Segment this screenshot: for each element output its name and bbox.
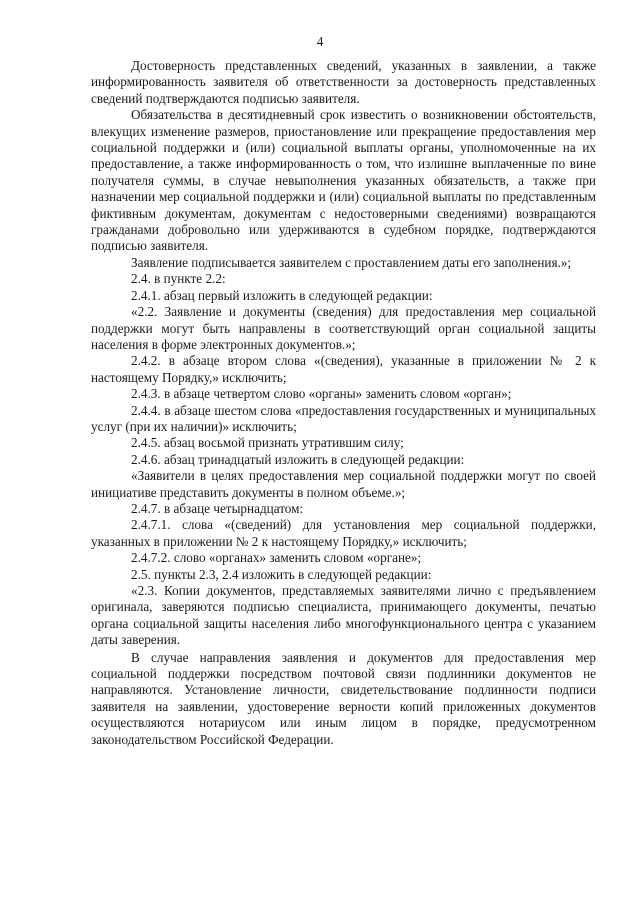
paragraph: 2.5. пункты 2.3, 2.4 изложить в следующей редакции: bbox=[131, 566, 432, 582]
paragraph: 2.4.7.1. слова «(сведений) для установления мер социальной поддержки, указанных в приложении № 2 к настоящему Порядку,» исключить; bbox=[91, 517, 596, 549]
document-body bbox=[91, 58, 596, 748]
paragraph: 2.4.4. в абзаце шестом слова «предоставления государственных и муниципальных услуг (при их наличии)» исключить; bbox=[91, 402, 596, 434]
paragraph: 2.4.7. в абзаце четырнадцатом: bbox=[131, 500, 304, 516]
paragraph: 2.4. в пункте 2.2: bbox=[131, 271, 226, 287]
paragraph: «2.2. Заявление и документы (сведения) для предоставления мер социальной поддержки могут быть направлены в соответствующий орган социальной защиты населения в форме электронных документов.»; bbox=[91, 304, 596, 352]
paragraph: В случае направления заявления и документов для предоставления мер социальной поддержки посредством почтовой связи подлинники документов не направляются. Установление личности, свидетельствование подлинности подписи заявителя на заявлении, удостоверение верности копий приложенных документов осуществляются нотариусом или иным лицом в порядке, предусмотренном законодательством Российской Федерации. bbox=[91, 649, 596, 747]
paragraph: «Заявители в целях предоставления мер социальной поддержки могут по своей инициативе представить документы в полном объеме.»; bbox=[91, 468, 596, 500]
paragraph: Обязательства в десятидневный срок известить о возникновении обстоятельств, влекущих изменение размеров, приостановление или прекращение предоставления мер социальной поддержки и (или) социальной выплаты органы, уполномоченные на их предоставление, а также информированность о том, что излишне выплаченные по вине получателя суммы, в случае невыполнения указанных обязательств, а также при назначении мер социальной поддержки и (или) социальной выплаты по представленным фиктивным документам, документам с недостоверными сведениями) возвращаются гражданами добровольно или удерживаются в судебном порядке, подтверждаются подписью заявителя. bbox=[91, 107, 596, 254]
paragraph: 2.4.5. абзац восьмой признать утратившим силу; bbox=[131, 435, 404, 451]
paragraph: «2.3. Копии документов, представляемых заявителями лично с предъявлением оригинала, заверяются подписью специалиста, принимающего документы, печатью органа социальной защиты населения либо многофункционального центра с указанием даты заверения. bbox=[91, 583, 596, 648]
paragraph: 2.4.2. в абзаце втором слова «(сведения), указанные в приложении № 2 к настоящему Порядку,» исключить; bbox=[91, 353, 596, 385]
paragraph: 2.4.6. абзац тринадцатый изложить в следующей редакции: bbox=[131, 451, 465, 467]
page-number: 4 bbox=[316, 34, 324, 49]
paragraph: 2.4.7.2. слово «органах» заменить словом «органе»; bbox=[131, 550, 422, 566]
paragraph: 2.4.1. абзац первый изложить в следующей редакции: bbox=[131, 287, 433, 303]
paragraph: Заявление подписывается заявителем с проставлением даты его заполнения.»; bbox=[131, 254, 572, 270]
paragraph: 2.4.3. в абзаце четвертом слово «органы» заменить словом «орган»; bbox=[131, 386, 512, 402]
paragraph: Достоверность представленных сведений, указанных в заявлении, а также информированность заявителя об ответственности за достоверность представленных сведений подтверждаются подписью заявителя. bbox=[91, 58, 596, 106]
